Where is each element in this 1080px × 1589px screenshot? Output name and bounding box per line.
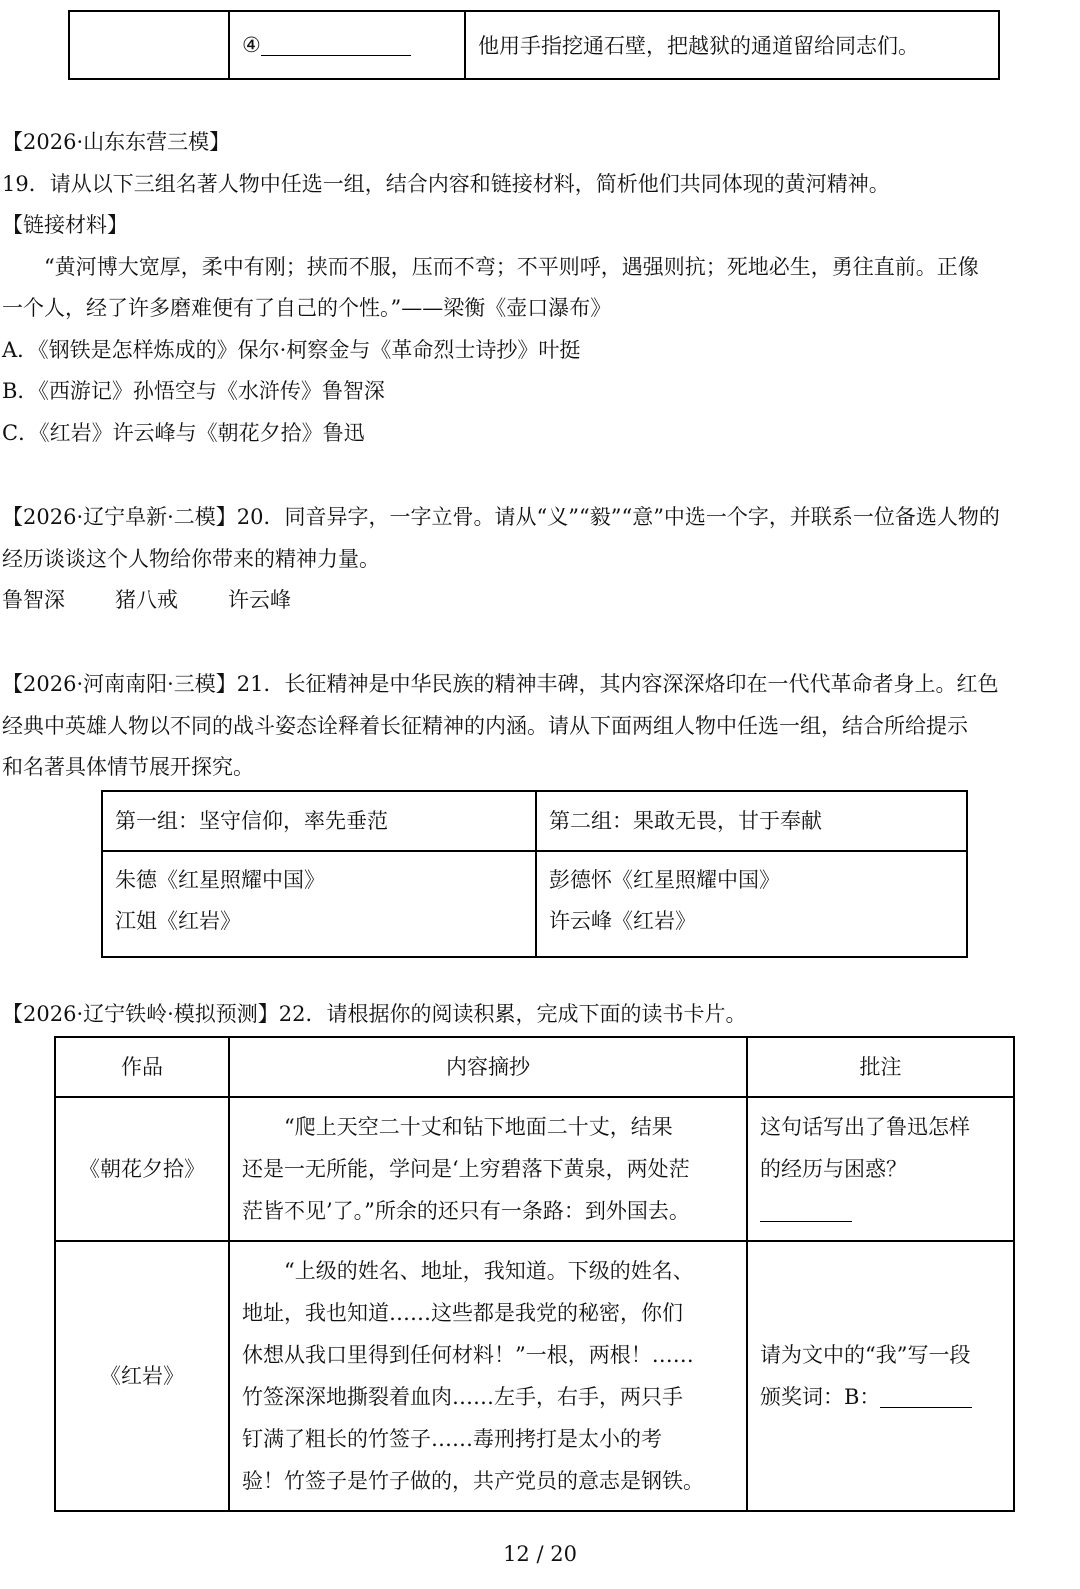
excerpt-line: “上级的姓名、地址，我知道。下级的姓名、 [284, 1259, 694, 1283]
group1-items [102, 851, 536, 957]
excerpt-line: 茫皆不见’了。”所余的还只有一条路：到外国去。 [242, 1199, 690, 1223]
header-excerpt: 内容摘抄 [229, 1037, 747, 1097]
answer-blank[interactable] [261, 34, 411, 56]
group-item: 彭德怀《红星照耀中国》 [549, 868, 780, 892]
reading-card-table [54, 1036, 1015, 1512]
quote-line: 一个人，经了许多磨难便有了自己的个性。”——梁衡《壶口瀑布》 [2, 296, 612, 320]
link-material-label: 【链接材料】 [2, 213, 128, 237]
excerpt-line: “爬上天空二十丈和钻下地面二十丈，结果 [284, 1115, 673, 1139]
quote-line: “黄河博大宽厚，柔中有刚；挟而不服，压而不弯；不平则呼，遇强则抗；死地必生，勇往直前。正像 [44, 254, 979, 279]
table-row [102, 791, 967, 851]
question-stem: 【2026·河南南阳·三模】21．长征精神是中华民族的精神丰碑，其内容深深烙印在一代代革命者身上。红色 [2, 672, 999, 696]
group1-header: 第一组：坚守信仰，率先垂范 [102, 791, 536, 851]
question-20 [2, 497, 1072, 622]
excerpt-cell [229, 1097, 747, 1241]
groups-table [101, 790, 968, 958]
page-number: 12 / 20 [503, 1542, 577, 1566]
answer-blank[interactable] [880, 1386, 972, 1408]
candidate: 许云峰 [228, 588, 291, 612]
excerpt-line: 钉满了粗长的竹签子……毒刑拷打是太小的考 [242, 1427, 662, 1451]
note-cell [747, 1241, 1014, 1511]
question-21 [2, 664, 1072, 789]
note-cell [747, 1097, 1014, 1241]
group-item: 许云峰《红岩》 [549, 909, 696, 933]
question-stem: 和名著具体情节展开探究。 [2, 755, 254, 779]
note-prefix: 颁奖词：B： [760, 1385, 881, 1409]
question-19 [2, 122, 1072, 454]
header-note: 批注 [747, 1037, 1014, 1097]
table-row [69, 11, 999, 79]
option-b: B．《西游记》孙悟空与《水浒传》鲁智深 [2, 379, 385, 403]
candidate: 猪八戒 [115, 588, 178, 612]
question-22 [2, 994, 1072, 1036]
note-line [760, 1190, 1001, 1232]
question-source: 【2026·山东东营三模】 [2, 130, 231, 154]
excerpt-line: 验！竹签子是竹子做的，共产党员的意志是钢铁。 [242, 1469, 704, 1493]
table-cell: 他用手指挖通石壁，把越狱的通道留给同志们。 [465, 11, 999, 79]
blank-number: ④ [242, 33, 261, 57]
header-work: 作品 [55, 1037, 229, 1097]
note-line: 的经历与困惑？ [760, 1157, 907, 1181]
excerpt-line: 休想从我口里得到任何材料！”一根，两根！…… [242, 1343, 694, 1367]
candidate-list [2, 580, 1072, 622]
answer-blank[interactable] [760, 1200, 852, 1222]
note-line: 这句话写出了鲁迅怎样 [760, 1115, 970, 1139]
table-row [55, 1037, 1014, 1097]
answer-blank-cell [229, 11, 465, 79]
excerpt-line: 地址，我也知道……这些都是我党的秘密，你们 [242, 1301, 683, 1325]
option-c: C．《红岩》许云峰与《朝花夕拾》鲁迅 [2, 420, 365, 445]
option-a: A．《钢铁是怎样炼成的》保尔·柯察金与《革命烈士诗抄》叶挺 [2, 337, 581, 362]
note-line [760, 1376, 1001, 1418]
excerpt-line: 竹签深深地撕裂着血肉……左手，右手，两只手 [242, 1385, 683, 1409]
table-row [55, 1097, 1014, 1241]
work-title: 《朝花夕拾》 [55, 1097, 229, 1241]
question-stem: 经历谈谈这个人物给你带来的精神力量。 [2, 546, 380, 571]
answer-table-fragment [68, 10, 1000, 80]
note-line: 请为文中的“我”写一段 [760, 1343, 971, 1367]
candidate: 鲁智深 [2, 588, 65, 612]
table-row [102, 851, 967, 957]
question-stem: 【2026·辽宁铁岭·模拟预测】22．请根据你的阅读积累，完成下面的读书卡片。 [2, 1002, 747, 1026]
excerpt-line: 还是一无所能，学问是‘上穷碧落下黄泉，两处茫 [242, 1157, 690, 1181]
question-stem: 19．请从以下三组名著人物中任选一组，结合内容和链接材料，简析他们共同体现的黄河精神。 [2, 171, 890, 196]
group2-header: 第二组：果敢无畏，甘于奉献 [536, 791, 967, 851]
table-cell [69, 11, 229, 79]
work-title: 《红岩》 [55, 1241, 229, 1511]
group-item: 江姐《红岩》 [115, 909, 241, 933]
group2-items [536, 851, 967, 957]
table-row [55, 1241, 1014, 1511]
question-stem: 【2026·辽宁阜新·二模】20．同音异字，一字立骨。请从“义”“毅”“意”中选一个字，并联系一位备选人物的 [2, 505, 1000, 529]
excerpt-cell [229, 1241, 747, 1511]
group-item: 朱德《红星照耀中国》 [115, 868, 325, 892]
question-stem: 经典中英雄人物以不同的战斗姿态诠释着长征精神的内涵。请从下面两组人物中任选一组，结合所给提示 [2, 713, 968, 738]
